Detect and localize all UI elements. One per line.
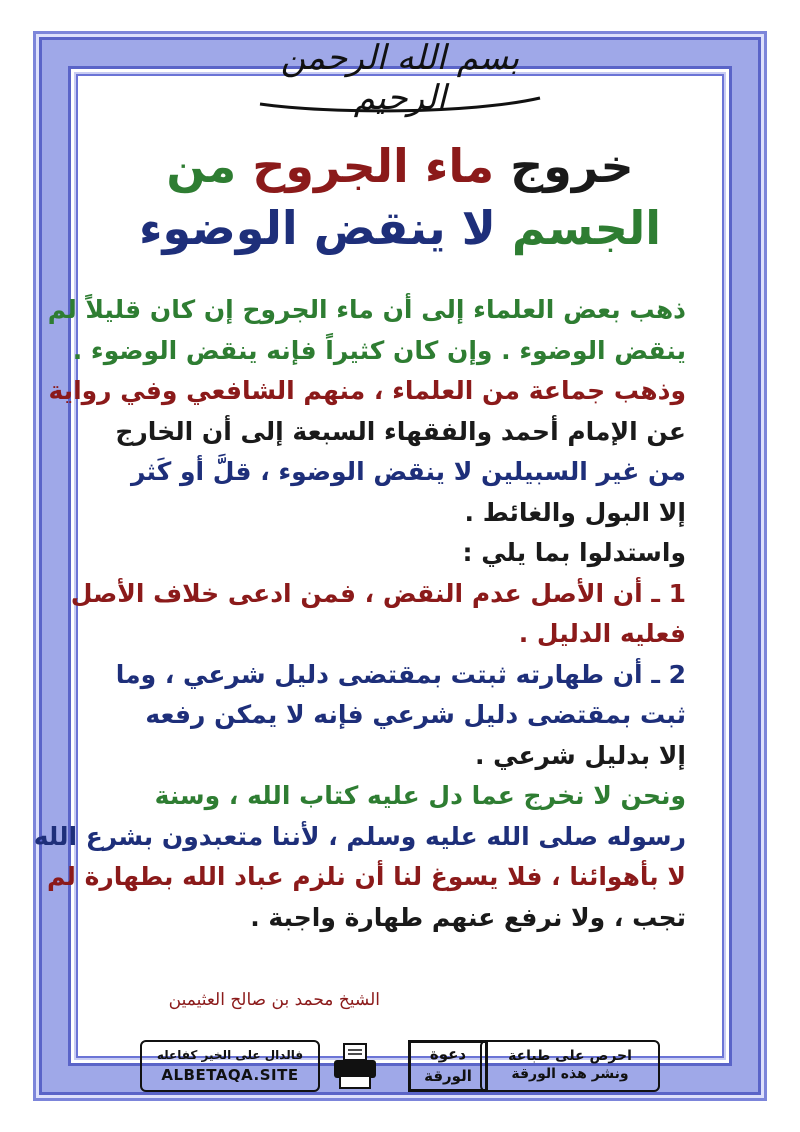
footer-bar [140, 1040, 660, 1092]
body-line: عن الإمام أحمد والفقهاء السبعة إلى أن الخارج [115, 416, 686, 446]
body-line: إلا بدليل شرعي . [474, 740, 686, 770]
body-line: فعليه الدليل . [518, 619, 686, 648]
title-word: من [166, 139, 237, 193]
printer-icon [330, 1042, 380, 1092]
body-line: لا بأهوائنا ، فلا يسوغ لنا أن نلزم عباد الله بطهارة لم [46, 862, 686, 891]
basmala-calligraphy [250, 38, 550, 118]
basmala-flourish [250, 90, 550, 114]
title-line-2 [100, 200, 700, 256]
footer-print-line-1: احرص على طباعة [508, 1048, 632, 1064]
body-line: ينقض الوضوء . وإن كان كثيراً فإنه ينقض الوضوء . [72, 335, 686, 365]
footer-website-box [140, 1040, 320, 1092]
body-line: ذهب بعض العلماء إلى أن ماء الجروح إن كان قليلاً لم [47, 295, 686, 324]
title-word: خروج [510, 139, 634, 193]
body-line: وذهب جماعة من العلماء ، منهم الشافعي وفي رواية [48, 376, 686, 405]
title-word: الجسم [511, 201, 661, 255]
body-line: إلا البول والغائط . [464, 497, 686, 527]
body-line: واستدلوا بما يلي : [462, 538, 686, 567]
body-line: رسوله صلى الله عليه وسلم ، لأننا متعبدون بشرع الله [33, 821, 686, 851]
footer-print-box [480, 1040, 660, 1092]
logo-line: الورقة [424, 1067, 472, 1085]
author-signature: الشيخ محمد بن صالح العثيمين [168, 990, 380, 1010]
body-line: تجب ، ولا نرفع عنهم طهارة واجبة . [250, 902, 686, 932]
logo-line: دعوة [429, 1045, 467, 1063]
body-line: من غير السبيلين لا ينقض الوضوء ، قلَّ أو كَثر [131, 457, 686, 486]
body-line: ثبت بمقتضى دليل شرعي فإنه لا يمكن رفعه [145, 700, 686, 729]
title-line-1 [100, 138, 700, 194]
footer-proverb: فالدال على الخير كفاعله [156, 1048, 304, 1062]
body-line: ونحن لا نخرج عما دل عليه كتاب الله ، وسنة [154, 781, 686, 810]
article-body [33, 290, 686, 938]
body-line: 1 ـ أن الأصل عدم النقض ، فمن ادعى خلاف الأصل [70, 578, 686, 608]
footer-print-line-2: ونشر هذه الورقة [511, 1066, 629, 1082]
body-line: 2 ـ أن طهارته ثبتت بمقتضى دليل شرعي ، وما [115, 659, 686, 689]
basmala-text: بسم الله الرحمن الرحيم [280, 38, 520, 118]
dawa-paper-logo [408, 1040, 488, 1092]
title-word: ماء الجروح [252, 139, 495, 193]
footer-website: ALBETAQA.SITE [161, 1066, 299, 1084]
title-word: لا ينقض الوضوء [139, 201, 496, 255]
